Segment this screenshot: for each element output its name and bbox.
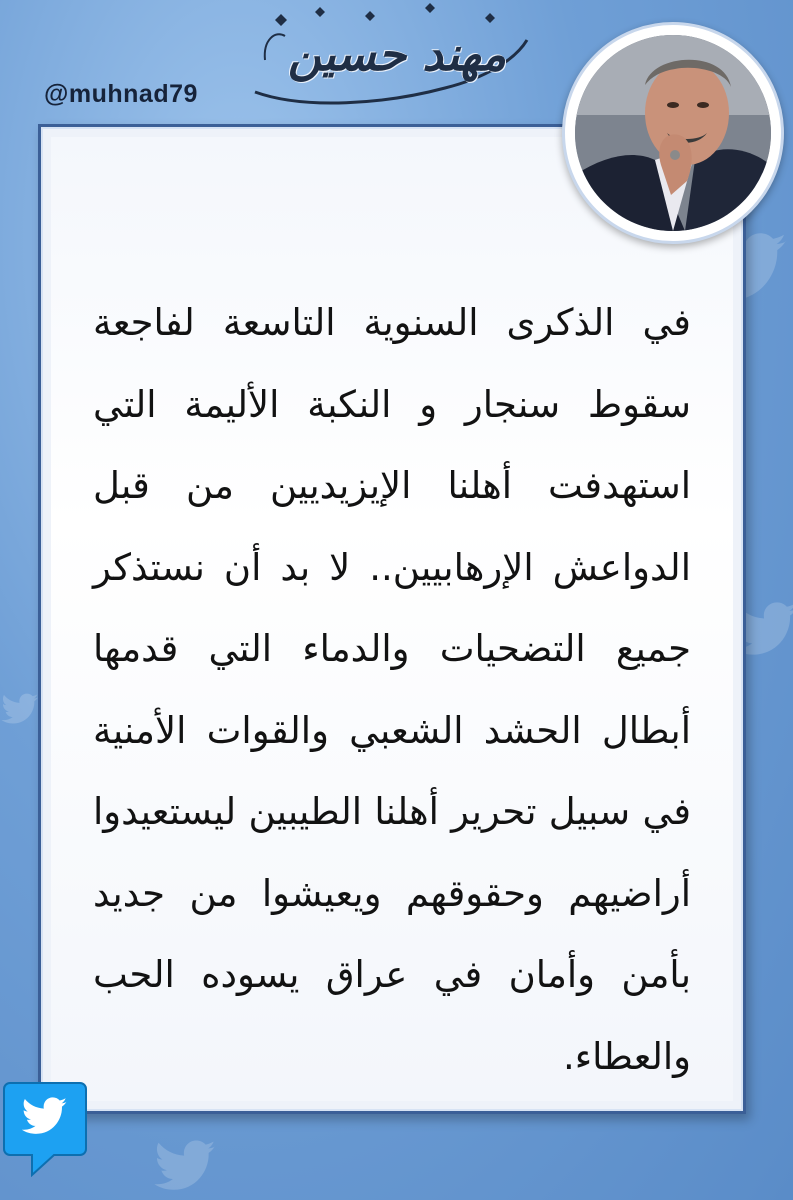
avatar xyxy=(562,22,784,244)
post-text: في الذكرى السنوية التاسعة لفاجعة سقوط سنجار و النكبة الأليمة التي استهدفت أهلنا الإيزيديين من قبل الدواعش الإرهابيين.. لا بد أن نستذكر جميع التضحيات والدماء التي قدمها أبطال الحشد الشعبي والقوات الأمنية في سبيل تحرير أهلنا الطيبين ليستعيدوا أراضيهم وحقوقهم ويعيشوا من جديد بأمن وأمان في عراق يسوده الحب والعطاء. xyxy=(93,301,691,1078)
avatar-photo xyxy=(575,35,771,231)
background-bird-icon xyxy=(150,1140,220,1195)
twitter-bird-icon xyxy=(2,1075,88,1177)
signature-name: مهند حسين xyxy=(287,27,507,81)
user-handle: @muhnad79 xyxy=(44,80,198,108)
background-bird-icon xyxy=(0,680,40,740)
profile-photo-icon xyxy=(575,35,771,231)
post-card xyxy=(38,124,746,1114)
